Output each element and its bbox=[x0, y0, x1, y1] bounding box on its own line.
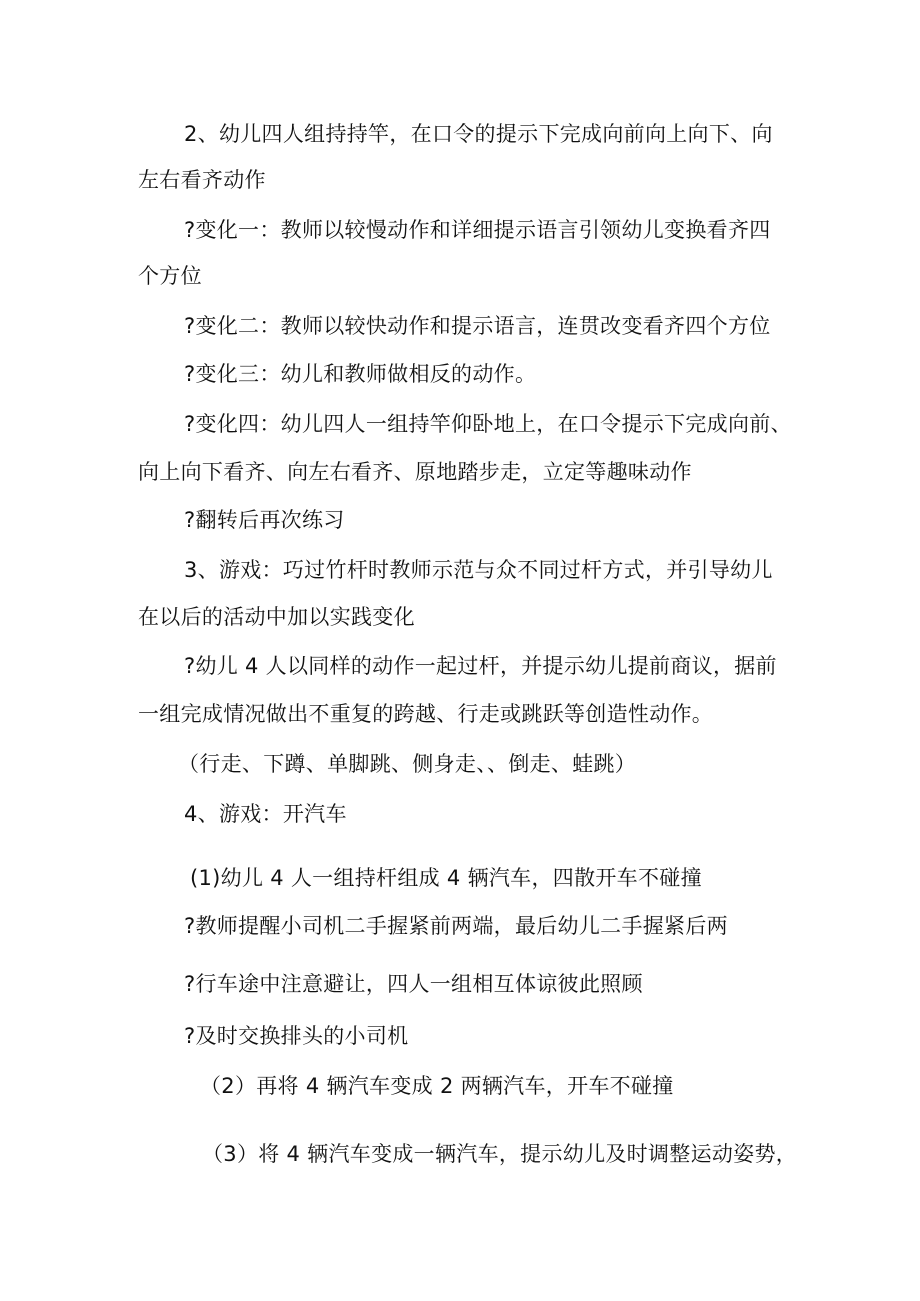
paragraph-line: 左右看齐动作 bbox=[138, 168, 266, 192]
paragraph-line: 3、游戏：巧过竹杆时教师示范与众不同过杆方式，并引导幼儿 bbox=[184, 558, 773, 582]
paragraph-line: ?及时交换排头的小司机 bbox=[184, 1024, 409, 1048]
paragraph-line: ?变化二：教师以较快动作和提示语言，连贯改变看齐四个方位 bbox=[184, 314, 771, 338]
paragraph-line: ?变化一：教师以较慢动作和详细提示语言引领幼儿变换看齐四 bbox=[184, 218, 771, 242]
paragraph-line: （2）再将 4 辆汽车变成 2 两辆汽车，开车不碰撞 bbox=[200, 1074, 674, 1098]
paragraph-line: 4、游戏：开汽车 bbox=[184, 802, 347, 826]
paragraph-line: （行走、下蹲、单脚跳、侧身走、、倒走、蛙跳） bbox=[178, 752, 637, 776]
paragraph-line: ?教师提醒小司机二手握紧前两端，最后幼儿二手握紧后两 bbox=[184, 914, 728, 938]
paragraph-line: ?幼儿 4 人以同样的动作一起过杆，并提示幼儿提前商议，据前 bbox=[184, 654, 777, 678]
paragraph-line: 向上向下看齐、向左右看齐、原地踏步走，立定等趣味动作 bbox=[138, 460, 692, 484]
paragraph-line: (1)幼儿 4 人一组持杆组成 4 辆汽车，四散开车不碰撞 bbox=[190, 866, 702, 890]
paragraph-line: ?变化四：幼儿四人一组持竿仰卧地上，在口令提示下完成向前、 bbox=[184, 412, 792, 436]
paragraph-line: ?翻转后再次练习 bbox=[184, 508, 345, 532]
paragraph-line: 在以后的活动中加以实践变化 bbox=[138, 605, 415, 629]
paragraph-line: ?变化三：幼儿和教师做相反的动作。 bbox=[184, 362, 537, 386]
paragraph-line: （3）将 4 辆汽车变成一辆汽车，提示幼儿及时调整运动姿势， bbox=[202, 1142, 798, 1166]
paragraph-line: 一组完成情况做出不重复的跨越、行走或跳跃等创造性动作。 bbox=[138, 702, 714, 726]
paragraph-line: 个方位 bbox=[138, 264, 202, 288]
paragraph-line: ?行车途中注意避让，四人一组相互体谅彼此照顾 bbox=[184, 972, 643, 996]
paragraph-line: 2、幼儿四人组持持竿，在口令的提示下完成向前向上向下、向 bbox=[184, 122, 773, 146]
